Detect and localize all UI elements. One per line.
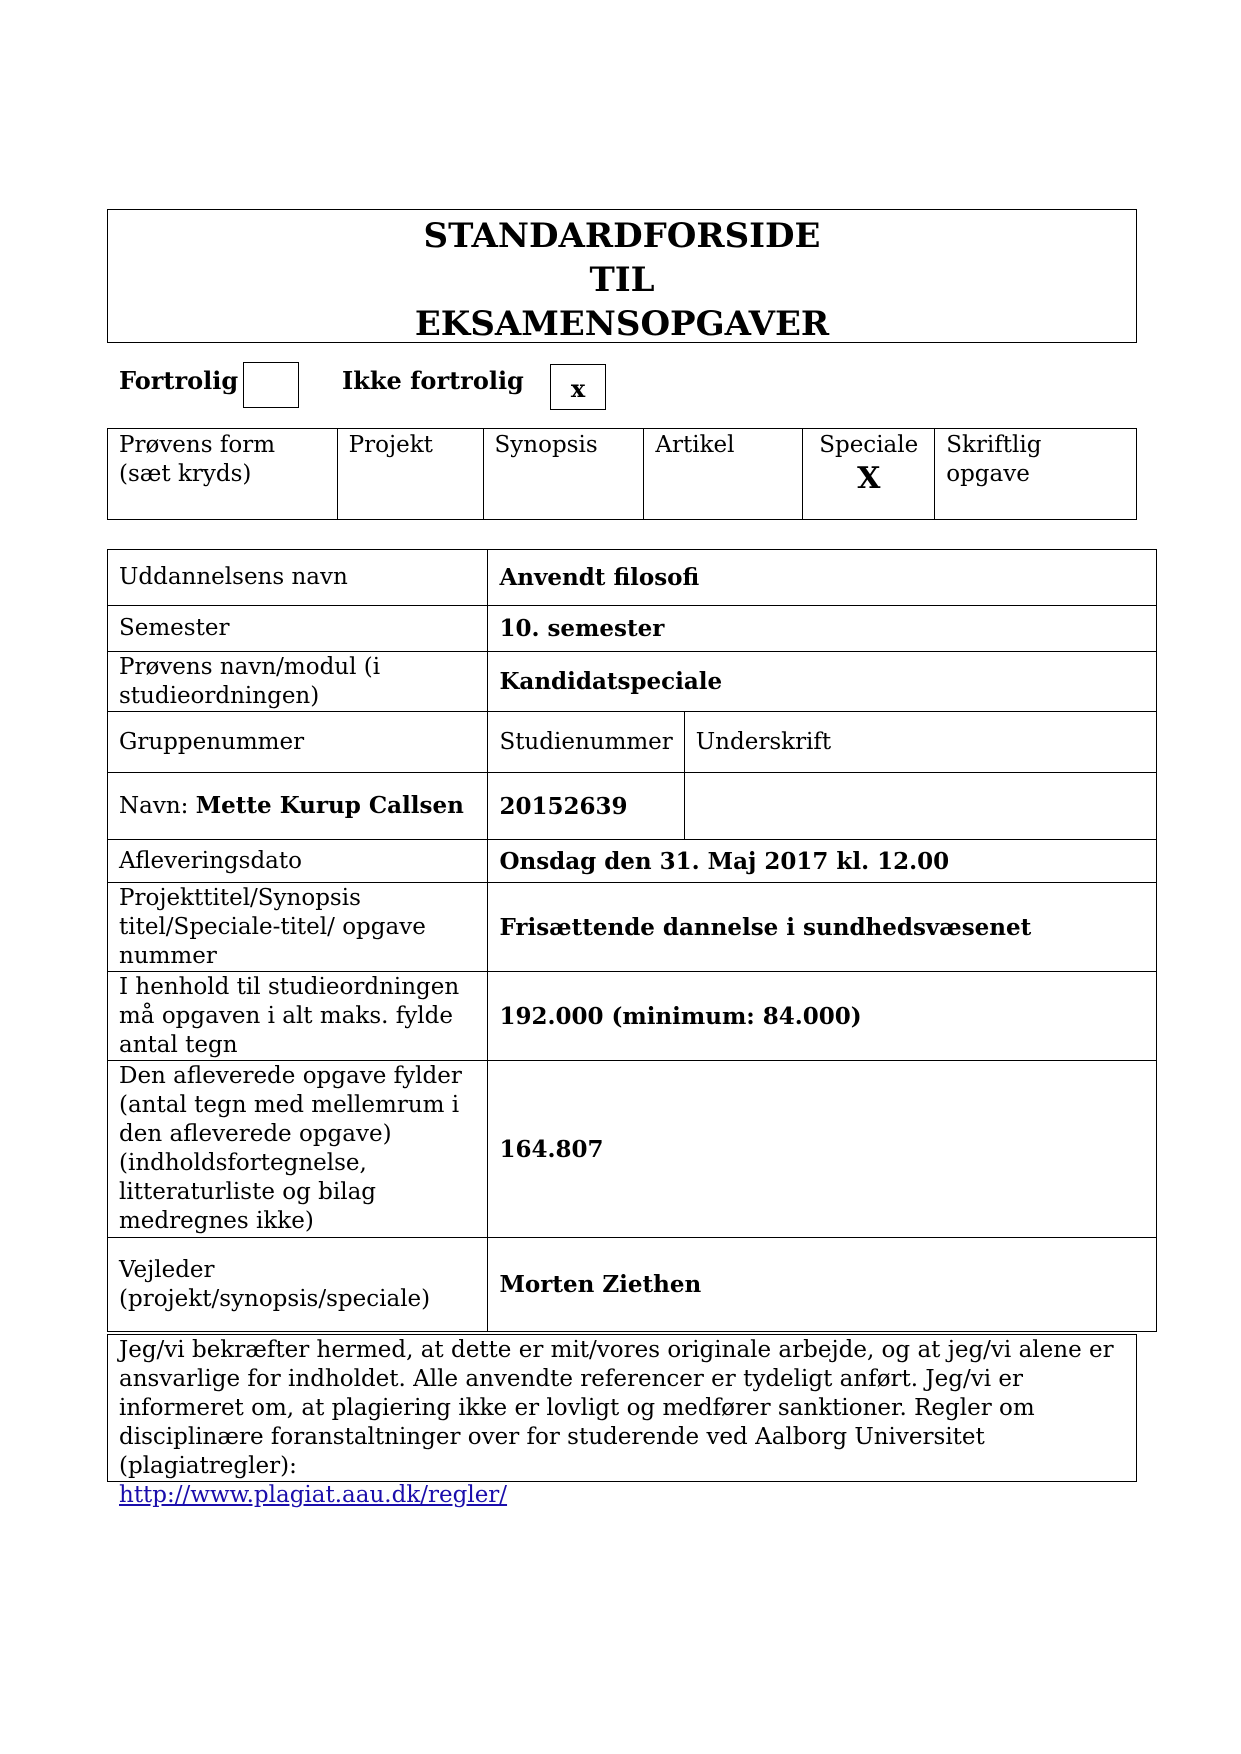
declaration-text: Jeg/vi bekræfter hermed, at dette er mit/vores originale arbejde, og at jeg/vi alene er ansvarlige for indholdet. Alle anvendte referencer er tydeligt anført. Jeg/vi er informeret om, at plagiering ikke er lovligt og medfører sanktioner. Regler om disciplinære foranstaltninger over for studerende ved Aalborg Universitet (plagiatregler): — [119, 1337, 1114, 1479]
supervisor-label: Vejleder (projekt/synopsis/speciale) — [108, 1238, 488, 1332]
delivery-date-label: Afleveringsdato — [108, 840, 488, 883]
option-synopsis[interactable] — [483, 429, 644, 520]
education-label: Uddannelsens navn — [108, 550, 488, 606]
fortrolig-label: Fortrolig — [119, 366, 239, 395]
student-number-label: Studienummer — [488, 712, 684, 773]
ikke-fortrolig-label: Ikke fortrolig — [342, 366, 524, 395]
option-speciale[interactable] — [803, 429, 935, 520]
actual-chars-label: Den afleverede opgave fylder (antal tegn med mellemrum i den afleverede opgave) (indholdsfortegnelse, litteraturliste og bilag medregnes ikke) — [108, 1061, 488, 1238]
ikke-fortrolig-checkbox[interactable]: x — [550, 364, 606, 410]
exam-form-label-cell — [108, 429, 338, 520]
exam-form-label: Prøvens form — [119, 432, 276, 458]
group-number-label: Gruppenummer — [108, 712, 488, 773]
semester-label: Semester — [108, 606, 488, 652]
option-synopsis-label: Synopsis — [494, 432, 598, 458]
option-skriftlig-opgave[interactable] — [935, 429, 1137, 520]
plagiarism-rules-link[interactable]: http://www.plagiat.aau.dk/regler/ — [119, 1482, 508, 1508]
signature-value — [684, 773, 1156, 840]
option-artikel[interactable] — [644, 429, 803, 520]
option-speciale-label: Speciale — [819, 432, 919, 458]
delivery-date-value: Onsdag den 31. Maj 2017 kl. 12.00 — [488, 840, 1157, 883]
name-cell — [108, 773, 488, 840]
option-artikel-label: Artikel — [655, 432, 735, 458]
actual-chars-value: 164.807 — [488, 1061, 1157, 1238]
title-box — [107, 209, 1137, 343]
option-projekt-label: Projekt — [348, 432, 433, 458]
student-number-value: 20152639 — [488, 773, 684, 840]
exam-name-value: Kandidatspeciale — [488, 652, 1157, 712]
student-name: Mette Kurup Callsen — [195, 792, 464, 819]
supervisor-value: Morten Ziethen — [488, 1238, 1157, 1332]
project-title-value: Frisættende dannelse i sundhedsvæsenet — [488, 883, 1157, 972]
info-table — [107, 549, 1157, 1332]
title-line-1: STANDARDFORSIDE — [423, 216, 821, 256]
title-line-2: TIL — [589, 260, 655, 300]
project-title-label: Projekttitel/Synopsis titel/Speciale-titel/ opgave nummer — [108, 883, 488, 972]
title-line-3: EKSAMENSOPGAVER — [414, 304, 830, 344]
max-chars-value: 192.000 (minimum: 84.000) — [488, 972, 1157, 1061]
fortrolig-checkbox[interactable] — [243, 362, 299, 408]
declaration-box — [107, 1334, 1137, 1508]
exam-name-label: Prøvens navn/modul (i studieordningen) — [108, 652, 488, 712]
option-projekt[interactable] — [337, 429, 483, 520]
exam-form-sublabel: (sæt kryds) — [119, 461, 252, 487]
option-skriftlig-opgave-label: Skriftlig opgave — [946, 432, 1042, 487]
signature-label: Underskrift — [684, 712, 1156, 773]
semester-value: 10. semester — [488, 606, 1157, 652]
education-value: Anvendt filosofi — [488, 550, 1157, 606]
max-chars-label: I henhold til studieordningen må opgaven i alt maks. fylde antal tegn — [108, 972, 488, 1061]
exam-form-table — [107, 428, 1137, 520]
name-prefix: Navn: — [119, 793, 196, 819]
speciale-check-mark: X — [857, 461, 881, 496]
